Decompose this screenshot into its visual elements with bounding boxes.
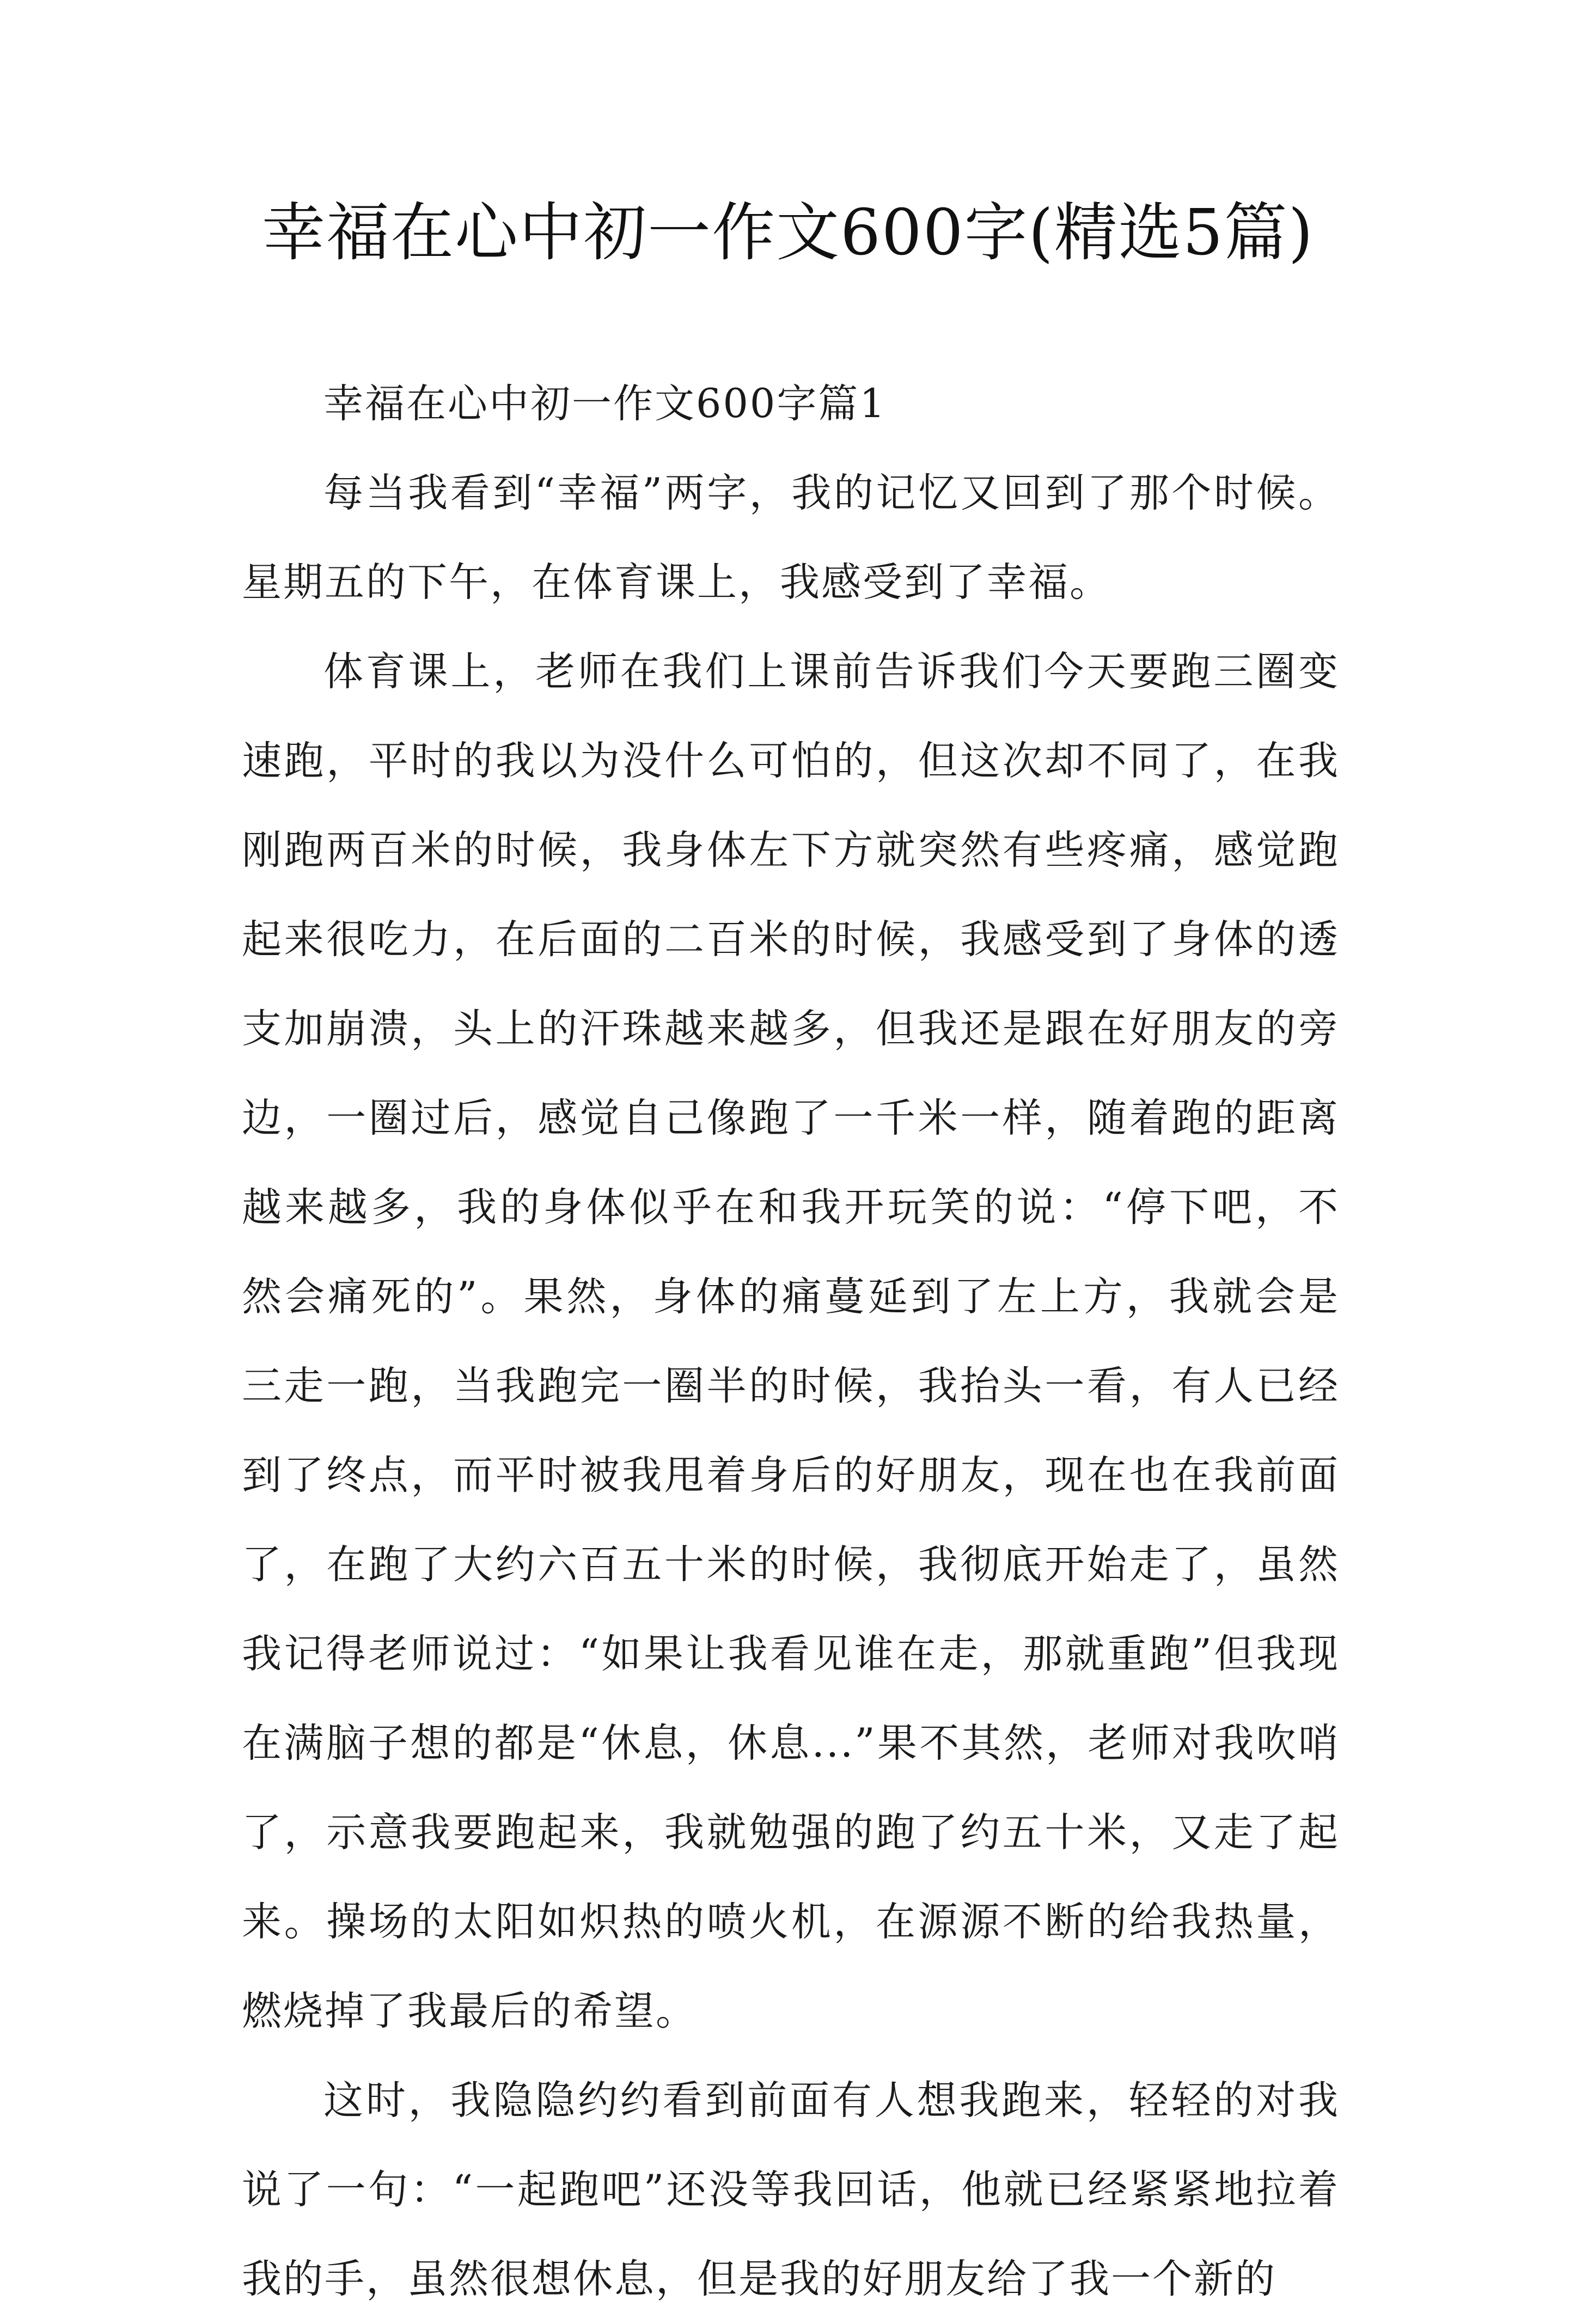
- document-title: 幸福在心中初一作文600字(精选5篇): [262, 196, 1314, 270]
- paragraph: 这时，我隐隐约约看到前面有人想我跑来，轻轻的对我说了一句：“一起跑吧”还没等我回话，他就已经紧紧地拉着我的手，虽然很想休息，但是我的好朋友给了我一个新的: [242, 2077, 1340, 2302]
- paragraph: 体育课上，老师在我们上课前告诉我们今天要跑三圈变速跑，平时的我以为没什么可怕的，但这次却不同了，在我刚跑两百米的时候，我身体左下方就突然有些疼痛，感觉跑起来很吃力，在后面的二百米的时候，我感受到了身体的透支加崩溃，头上的汗珠越来越多，但我还是跟在好朋友的旁边，一圈过后，感觉自己像跑了一千米一样，随着跑的距离越来越多，我的身体似乎在和我开玩笑的说：“停下吧，不然会痛死的”。果然，身体的痛蔓延到了左上方，我就会是三走一跑，当我跑完一圈半的时候，我抬头一看，有人已经到了终点，而平时被我甩着身后的好朋友，现在也在我前面了，在跑了大约六百五十米的时候，我彻底开始走了，虽然我记得老师说过：“如果让我看见谁在走，那就重跑”但我现在满脑子想的都是“休息，休息...”果不其然，老师对我吹哨了，示意我要跑起来，我就勉强的跑了约五十米，又走了起来。操场的太阳如炽热的喷火机，在源源不断的给我热量，燃烧掉了我最后的希望。: [242, 649, 1340, 2034]
- document-body: [242, 359, 1340, 2324]
- section-heading: 幸福在心中初一作文600字篇1: [323, 381, 887, 427]
- paragraph: 每当我看到“幸福”两字，我的记忆又回到了那个时候。星期五的下午，在体育课上，我感受到了幸福。: [242, 470, 1340, 606]
